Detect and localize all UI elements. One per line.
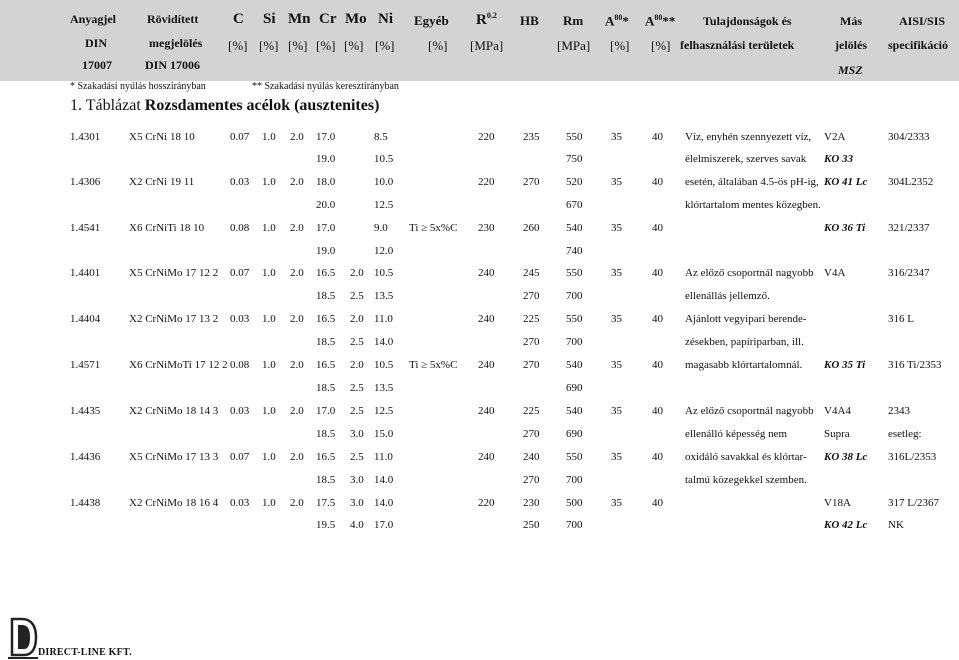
caption-title: Rozsdamentes acélok (ausztenites)	[144, 97, 380, 114]
msz-cell: KO 41 Lc	[824, 176, 868, 188]
mn-cell: 2.0	[290, 405, 304, 417]
c-cell: 0.07	[230, 451, 250, 463]
table-row	[0, 176, 959, 196]
a80-cross-cell: 40	[652, 405, 663, 417]
name-cell: X5 CrNi 18 10	[129, 131, 195, 143]
cr-cell: 17.0	[316, 131, 336, 143]
col-c: C	[233, 11, 244, 27]
si-cell: 1.0	[262, 222, 276, 234]
a80-cross-cell: 40	[652, 267, 663, 279]
mo-cell: 4.0	[350, 519, 364, 531]
a80-long-cell: 35	[611, 497, 622, 509]
mn-cell: 2.0	[290, 359, 304, 371]
rp-cell: 240	[478, 267, 495, 279]
table-row	[0, 405, 959, 425]
col-cr: Cr	[319, 11, 337, 27]
unit-egyeb: [%]	[428, 38, 448, 53]
cr-cell: 16.5	[316, 313, 336, 325]
rm-cell: 750	[566, 153, 583, 165]
a80-long-cell: 35	[611, 359, 622, 371]
cr-cell: 18.5	[316, 474, 336, 486]
mo-cell: 3.0	[350, 428, 364, 440]
col-din-title: Anyagjel	[70, 12, 116, 26]
properties-cell: oxidáló savakkal és klórtar-	[685, 451, 807, 463]
hb-cell: 225	[523, 313, 540, 325]
mn-cell: 2.0	[290, 267, 304, 279]
aisi-cell: 321/2337	[888, 222, 930, 234]
cr-cell: 17.5	[316, 497, 336, 509]
table-row	[0, 153, 959, 173]
properties-cell: esetén, általában 4.5-ös pH-ig,	[685, 176, 819, 188]
mn-cell: 2.0	[290, 176, 304, 188]
table-row	[0, 131, 959, 151]
aisi-cell: 304/2333	[888, 131, 930, 143]
aisi-cell: 316/2347	[888, 267, 930, 279]
aisi-cell: 316 L	[888, 313, 914, 325]
aisi-cell: 317 L/2367	[888, 497, 940, 509]
si-cell: 1.0	[262, 131, 276, 143]
din-cell: 1.4436	[70, 451, 101, 463]
properties-cell: Ajánlott vegyipari berende-	[685, 313, 807, 325]
col-aisi-sub: specifikáció	[888, 38, 948, 52]
si-cell: 1.0	[262, 176, 276, 188]
table-row	[0, 199, 959, 219]
name-cell: X5 CrNiMo 17 12 2	[129, 267, 219, 279]
a80-cross-cell: 40	[652, 131, 663, 143]
mo-cell: 2.0	[350, 267, 364, 279]
mo-cell: 2.5	[350, 405, 364, 417]
cr-cell: 19.0	[316, 245, 336, 257]
cr-cell: 18.5	[316, 290, 336, 302]
msz-cell: KO 33	[824, 153, 854, 165]
si-cell: 1.0	[262, 405, 276, 417]
c-cell: 0.08	[230, 359, 250, 371]
mn-cell: 2.0	[290, 497, 304, 509]
cr-cell: 16.5	[316, 359, 336, 371]
ni-cell: 8.5	[374, 131, 388, 143]
name-cell: X6 CrNiTi 18 10	[129, 222, 205, 234]
table-row	[0, 519, 959, 539]
mo-cell: 2.5	[350, 382, 364, 394]
din-cell: 1.4438	[70, 497, 101, 509]
rm-cell: 550	[566, 313, 583, 325]
hb-cell: 250	[523, 519, 540, 531]
unit-rp: [MPa]	[470, 38, 504, 53]
aisi-cell: esetleg:	[888, 428, 922, 440]
a80-long-cell: 35	[611, 176, 622, 188]
ni-cell: 11.0	[374, 313, 393, 325]
unit-a80-cross: [%]	[651, 38, 671, 53]
hb-cell: 270	[523, 474, 540, 486]
ni-cell: 13.5	[374, 382, 394, 394]
din-cell: 1.4404	[70, 313, 101, 325]
mo-cell: 2.5	[350, 290, 364, 302]
ni-cell: 13.5	[374, 290, 394, 302]
company-logo-icon	[8, 615, 38, 659]
a80-cross-cell: 40	[652, 313, 663, 325]
c-cell: 0.07	[230, 131, 250, 143]
mo-cell: 2.5	[350, 336, 364, 348]
msz-cell: KO 38 Lc	[824, 451, 868, 463]
msz-cell: V2A	[824, 131, 846, 143]
cr-cell: 18.5	[316, 336, 336, 348]
din-cell: 1.4401	[70, 267, 101, 279]
rm-cell: 550	[566, 267, 583, 279]
cr-cell: 17.0	[316, 222, 336, 234]
rm-cell: 540	[566, 359, 583, 371]
properties-cell: talmú közegekkel szemben.	[685, 474, 807, 486]
a80-long-cell: 35	[611, 313, 622, 325]
msz-cell: KO 36 Ti	[824, 222, 866, 234]
c-cell: 0.03	[230, 176, 250, 188]
table-row	[0, 313, 959, 333]
table-row	[0, 382, 959, 402]
col-a80-cross: $A^{80}**$	[645, 13, 676, 29]
rm-cell: 500	[566, 497, 583, 509]
aisi-cell: 316 Ti/2353	[888, 359, 942, 371]
rm-cell: 550	[566, 451, 583, 463]
hb-cell: 260	[523, 222, 540, 234]
col-rp: $R^{0.2}$	[476, 11, 497, 28]
rm-cell: 540	[566, 405, 583, 417]
msz-cell: Supra	[824, 428, 850, 440]
ni-cell: 10.5	[374, 267, 394, 279]
aisi-cell: 316L/2353	[888, 451, 937, 463]
col-aisi-title: AISI/SIS	[899, 14, 946, 28]
rp-cell: 220	[478, 497, 495, 509]
table-row	[0, 336, 959, 356]
properties-cell: Víz, enyhén szennyezett víz,	[685, 131, 812, 143]
rm-cell: 700	[566, 474, 583, 486]
footnote-longitudinal: * Szakadási nyúlás hosszirányban	[70, 81, 206, 92]
mn-cell: 2.0	[290, 131, 304, 143]
name-cell: X2 CrNiMo 17 13 2	[129, 313, 219, 325]
c-cell: 0.07	[230, 267, 250, 279]
col-mo: Mo	[345, 11, 367, 27]
hb-cell: 270	[523, 290, 540, 302]
rm-cell: 540	[566, 222, 583, 234]
a80-cross-cell: 40	[652, 176, 663, 188]
din-cell: 1.4435	[70, 405, 101, 417]
mn-cell: 2.0	[290, 313, 304, 325]
col-name-title: Rövidített	[147, 12, 199, 26]
col-din-number: 17007	[82, 58, 112, 72]
rm-cell: 700	[566, 336, 583, 348]
ni-cell: 10.5	[374, 359, 394, 371]
properties-cell: ellenálló képesség nem	[685, 428, 788, 440]
rp-cell: 240	[478, 405, 495, 417]
col-mas-title: Más	[840, 14, 862, 28]
hb-cell: 225	[523, 405, 540, 417]
ni-cell: 9.0	[374, 222, 388, 234]
properties-cell: élelmiszerek, szerves savak	[685, 153, 807, 165]
col-tul-title: Tulajdonságok és	[703, 14, 792, 28]
msz-cell: KO 35 Ti	[824, 359, 866, 371]
ni-cell: 12.5	[374, 405, 394, 417]
other-cell: Ti ≥ 5x%C	[409, 222, 458, 234]
si-cell: 1.0	[262, 497, 276, 509]
col-egyeb: Egyéb	[414, 13, 449, 28]
c-cell: 0.08	[230, 222, 250, 234]
mo-cell: 3.0	[350, 497, 364, 509]
hb-cell: 235	[523, 131, 540, 143]
aisi-cell: 304L2352	[888, 176, 934, 188]
unit-ni: [%]	[375, 38, 395, 53]
table-row	[0, 359, 959, 379]
col-name-norm: DIN 17006	[145, 58, 201, 72]
col-mas-sub: jelölés	[835, 38, 867, 52]
unit-c: [%]	[228, 38, 248, 53]
din-cell: 1.4306	[70, 176, 101, 188]
ni-cell: 12.0	[374, 245, 394, 257]
a80-long-cell: 35	[611, 405, 622, 417]
rm-cell: 550	[566, 131, 583, 143]
rm-cell: 690	[566, 428, 583, 440]
hb-cell: 240	[523, 451, 540, 463]
cr-cell: 18.5	[316, 382, 336, 394]
table-row	[0, 451, 959, 471]
rp-cell: 220	[478, 176, 495, 188]
rm-cell: 740	[566, 245, 583, 257]
unit-a80-long: [%]	[610, 38, 630, 53]
properties-cell: Az előző csoportnál nagyobb	[685, 267, 814, 279]
rm-cell: 520	[566, 176, 583, 188]
cr-cell: 19.5	[316, 519, 336, 531]
hb-cell: 245	[523, 267, 540, 279]
rm-cell: 670	[566, 199, 583, 211]
cr-cell: 17.0	[316, 405, 336, 417]
name-cell: X5 CrNiMo 17 13 3	[129, 451, 219, 463]
company-name: DIRECT-LINE KFT.	[38, 647, 132, 658]
unit-si: [%]	[259, 38, 279, 53]
rp-cell: 240	[478, 313, 495, 325]
table-header	[0, 0, 959, 81]
mo-cell: 2.0	[350, 359, 364, 371]
col-name-sub: megjelölés	[149, 36, 203, 50]
table-row	[0, 428, 959, 448]
ni-cell: 10.0	[374, 176, 394, 188]
table-row	[0, 245, 959, 265]
col-ni: Ni	[378, 11, 393, 27]
cr-cell: 19.0	[316, 153, 336, 165]
properties-cell: zésekben, papíriparban, ill.	[685, 336, 804, 348]
a80-long-cell: 35	[611, 267, 622, 279]
din-cell: 1.4541	[70, 222, 101, 234]
aisi-cell: 2343	[888, 405, 910, 417]
hb-cell: 270	[523, 428, 540, 440]
aisi-cell: NK	[888, 519, 904, 531]
a80-long-cell: 35	[611, 451, 622, 463]
c-cell: 0.03	[230, 497, 250, 509]
cr-cell: 18.5	[316, 428, 336, 440]
name-cell: X2 CrNi 19 11	[129, 176, 195, 188]
si-cell: 1.0	[262, 359, 276, 371]
rm-cell: 690	[566, 382, 583, 394]
unit-cr: [%]	[316, 38, 336, 53]
ni-cell: 10.5	[374, 153, 394, 165]
ni-cell: 14.0	[374, 497, 394, 509]
mo-cell: 2.5	[350, 451, 364, 463]
properties-cell: ellenállás jellemző.	[685, 290, 770, 302]
din-cell: 1.4571	[70, 359, 101, 371]
mo-cell: 3.0	[350, 474, 364, 486]
hb-cell: 270	[523, 359, 540, 371]
properties-cell: klórtartalom mentes közegben.	[685, 199, 821, 211]
mn-cell: 2.0	[290, 451, 304, 463]
c-cell: 0.03	[230, 313, 250, 325]
a80-long-cell: 35	[611, 131, 622, 143]
hb-cell: 270	[523, 176, 540, 188]
name-cell: X6 CrNiMoTi 17 12 2	[129, 359, 228, 371]
table-row	[0, 267, 959, 287]
unit-mn: [%]	[288, 38, 308, 53]
si-cell: 1.0	[262, 313, 276, 325]
rm-cell: 700	[566, 290, 583, 302]
name-cell: X2 CrNiMo 18 16 4	[129, 497, 219, 509]
cr-cell: 16.5	[316, 267, 336, 279]
ni-cell: 15.0	[374, 428, 394, 440]
cr-cell: 16.5	[316, 451, 336, 463]
col-mas-norm: MSZ	[838, 63, 863, 77]
a80-cross-cell: 40	[652, 497, 663, 509]
cr-cell: 18.0	[316, 176, 336, 188]
a80-long-cell: 35	[611, 222, 622, 234]
col-rm: Rm	[563, 13, 584, 28]
table-row	[0, 497, 959, 517]
si-cell: 1.0	[262, 451, 276, 463]
rp-cell: 240	[478, 359, 495, 371]
msz-cell: V18A	[824, 497, 851, 509]
hb-cell: 230	[523, 497, 540, 509]
properties-cell: magasabb klórtartalomnál.	[685, 359, 803, 371]
col-si: Si	[263, 11, 276, 27]
footnote-transverse: ** Szakadási nyúlás keresztirányban	[252, 81, 399, 92]
table-row	[0, 290, 959, 310]
ni-cell: 12.5	[374, 199, 394, 211]
rp-cell: 220	[478, 131, 495, 143]
col-a80-long: $A^{80}*$	[605, 13, 629, 29]
rp-cell: 240	[478, 451, 495, 463]
col-mn: Mn	[288, 11, 311, 27]
msz-cell: KO 42 Lc	[824, 519, 868, 531]
rm-cell: 700	[566, 519, 583, 531]
unit-mo: [%]	[344, 38, 364, 53]
msz-cell: V4A4	[824, 405, 851, 417]
unit-rm: [MPa]	[557, 38, 591, 53]
cr-cell: 20.0	[316, 199, 336, 211]
a80-cross-cell: 40	[652, 359, 663, 371]
properties-cell: Az előző csoportnál nagyobb	[685, 405, 814, 417]
ni-cell: 17.0	[374, 519, 394, 531]
other-cell: Ti ≥ 5x%C	[409, 359, 458, 371]
hb-cell: 270	[523, 336, 540, 348]
msz-cell: V4A	[824, 267, 846, 279]
si-cell: 1.0	[262, 267, 276, 279]
ni-cell: 11.0	[374, 451, 393, 463]
name-cell: X2 CrNiMo 18 14 3	[129, 405, 219, 417]
caption-number: 1. Táblázat	[70, 97, 141, 114]
din-cell: 1.4301	[70, 131, 101, 143]
mn-cell: 2.0	[290, 222, 304, 234]
table-row	[0, 474, 959, 494]
c-cell: 0.03	[230, 405, 250, 417]
rp-cell: 230	[478, 222, 495, 234]
ni-cell: 14.0	[374, 474, 394, 486]
table-caption	[70, 97, 379, 115]
mo-cell: 2.0	[350, 313, 364, 325]
table-row	[0, 222, 959, 242]
col-tul-sub: felhasználási területek	[680, 38, 795, 52]
col-hb: HB	[520, 13, 539, 28]
col-din-sub: DIN	[85, 36, 108, 50]
a80-cross-cell: 40	[652, 222, 663, 234]
a80-cross-cell: 40	[652, 451, 663, 463]
ni-cell: 14.0	[374, 336, 394, 348]
